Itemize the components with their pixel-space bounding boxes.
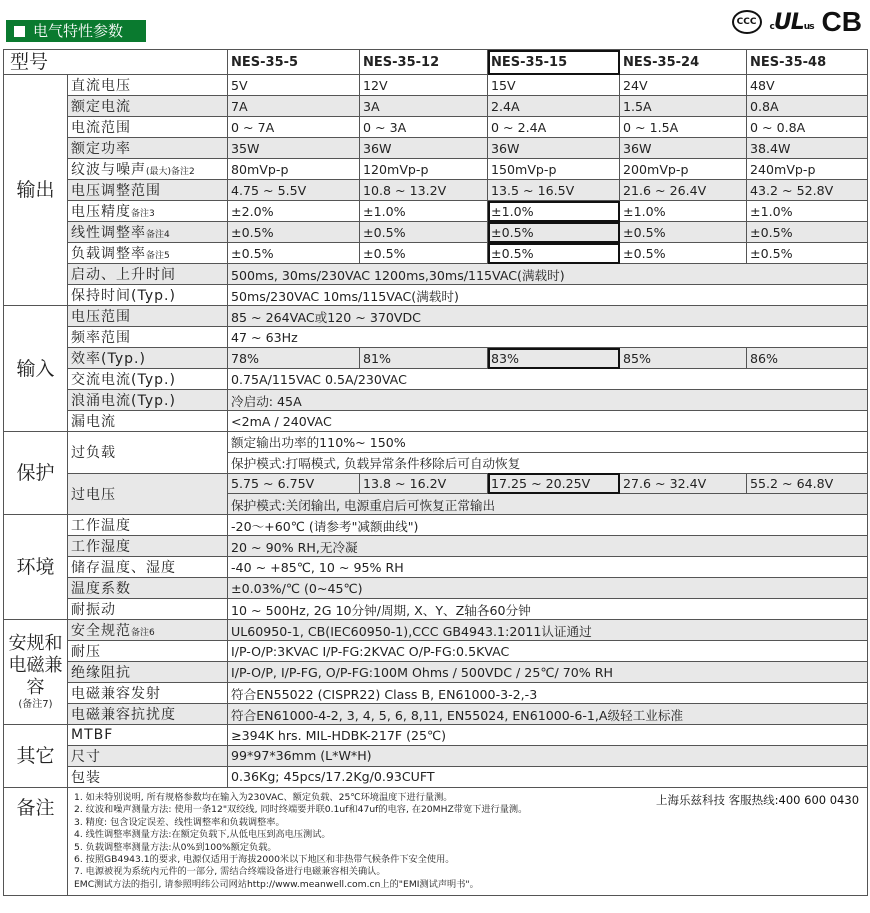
value-span: 20 ~ 90% RH,无冷凝 xyxy=(228,536,868,557)
environment-row xyxy=(4,599,868,620)
protection-category: 保护 xyxy=(4,432,68,515)
note-line: 3. 精度: 包含设定误差、线性调整率和负载调整率。 xyxy=(74,816,285,828)
cb-logo-icon: CB xyxy=(821,6,862,37)
row-label-cell xyxy=(68,620,228,641)
model-label: 型号 xyxy=(4,50,228,75)
output-row xyxy=(4,159,868,180)
row-label: 储存温度、湿度 xyxy=(71,560,176,577)
value-span: 47 ~ 63Hz xyxy=(228,327,868,348)
value-cell: 12V xyxy=(360,75,488,96)
value-cell: ±0.5% xyxy=(360,243,488,264)
row-label: 频率范围 xyxy=(71,330,131,346)
row-label-cell xyxy=(68,599,228,620)
row-label-cell xyxy=(68,243,228,264)
value-cell: 3A xyxy=(360,96,488,117)
environment-category xyxy=(4,515,68,620)
value-span: 10 ~ 500Hz, 2G 10分钟/周期, X、Y、Z轴各60分钟 xyxy=(228,599,868,620)
category-label: 输出 xyxy=(16,179,55,201)
value-span: 99*97*36mm (L*W*H) xyxy=(228,745,868,766)
row-label: 电压精度 xyxy=(71,204,131,220)
output-row xyxy=(4,96,868,117)
row-label: 耐压 xyxy=(71,644,101,661)
value-span: 500ms, 30ms/230VAC 1200ms,30ms/115VAC(满载时) xyxy=(228,264,868,285)
row-label: 额定电流 xyxy=(71,99,131,115)
row-label-cell xyxy=(68,138,228,159)
row-label: 纹波与噪声 xyxy=(71,162,146,178)
overload-line1: 额定输出功率的110%~ 150% xyxy=(228,432,868,453)
category-label: 环境 xyxy=(16,556,55,579)
protection-row xyxy=(4,432,868,453)
value-cell: ±1.0% xyxy=(488,201,620,222)
value-cell: 43.2 ~ 52.8V xyxy=(747,180,868,201)
value-span: I/P-O/P, I/P-FG, O/P-FG:100M Ohms / 500VDC / 25℃/ 70% RH xyxy=(228,662,868,683)
row-label: 电磁兼容发射 xyxy=(71,686,161,703)
row-label-cell xyxy=(68,745,228,766)
overvoltage-line2: 保护模式:关闭输出, 电源重启后可恢复正常输出 xyxy=(228,494,868,515)
row-label-cell xyxy=(68,683,228,704)
model-nes-35-15: NES-35-15 xyxy=(488,50,620,75)
row-label: 包装 xyxy=(71,769,101,786)
others-row xyxy=(4,745,868,766)
overload-label: 过负载 xyxy=(68,432,228,474)
note-line: EMC测试方法的指引, 请参照明纬公司网站http://www.meanwell.com.cn上的"EMI测试声明书"。 xyxy=(74,878,479,890)
input-row xyxy=(4,306,868,327)
notes-row xyxy=(4,787,868,895)
model-nes-35-5: NES-35-5 xyxy=(228,50,360,75)
value-span: I/P-O/P:3KVAC I/P-FG:2KVAC O/P-FG:0.5KVAC xyxy=(228,641,868,662)
value-cell: 150mVp-p xyxy=(488,159,620,180)
note-line: 6. 按照GB4943.1的要求, 电源仅适用于海拔2000米以下地区和非热带气候条件下安全使用。 xyxy=(74,854,455,866)
value-cell: 27.6 ~ 32.4V xyxy=(620,473,747,494)
value-cell: ±0.5% xyxy=(488,243,620,264)
value-cell: 48V xyxy=(747,75,868,96)
value-span: 0.75A/115VAC 0.5A/230VAC xyxy=(228,369,868,390)
safety-category xyxy=(4,620,68,725)
row-label: MTBF xyxy=(71,727,114,744)
input-row xyxy=(4,411,868,432)
row-label-cell xyxy=(68,327,228,348)
row-label-cell xyxy=(68,641,228,662)
output-row xyxy=(4,264,868,285)
value-cell: 200mVp-p xyxy=(620,159,747,180)
row-label-cell xyxy=(68,662,228,683)
cert-logos xyxy=(732,4,862,40)
value-cell: 5.75 ~ 6.75V xyxy=(228,473,360,494)
value-cell: 78% xyxy=(228,348,360,369)
value-cell: 5V xyxy=(228,75,360,96)
output-row xyxy=(4,222,868,243)
category-label: 输入 xyxy=(16,357,55,380)
row-label: 额定功率 xyxy=(71,141,131,157)
output-category xyxy=(4,75,68,306)
row-label: 安全规范 xyxy=(71,623,131,640)
section-title: 电气特性参数 xyxy=(6,20,146,42)
row-label-cell xyxy=(68,264,228,285)
row-label-cell xyxy=(68,557,228,578)
output-row xyxy=(4,285,868,306)
value-cell: 55.2 ~ 64.8V xyxy=(747,473,868,494)
row-label-cell xyxy=(68,117,228,138)
input-category xyxy=(4,306,68,432)
safety-row xyxy=(4,620,868,641)
row-label: 负载调整率 xyxy=(71,246,146,262)
note-line: 4. 线性调整率测量方法:在额定负载下,从低电压到高电压测试。 xyxy=(74,829,331,841)
value-cell: 86% xyxy=(747,348,868,369)
value-cell: 240mVp-p xyxy=(747,159,868,180)
row-label: 工作湿度 xyxy=(71,539,131,556)
others-category xyxy=(4,725,68,788)
note-line: 5. 负载调整率测量方法:从0%到100%额定负载。 xyxy=(74,841,277,853)
row-label-cell xyxy=(68,201,228,222)
output-row xyxy=(4,201,868,222)
environment-row xyxy=(4,536,868,557)
value-span: 符合EN61000-4-2, 3, 4, 5, 6, 8,11, EN55024, EN61000-6-1,A级轻工业标准 xyxy=(228,704,868,725)
input-row xyxy=(4,327,868,348)
value-span: ±0.03%/℃ (0~45℃) xyxy=(228,578,868,599)
value-cell: 38.4W xyxy=(747,138,868,159)
value-cell: 0 ~ 1.5A xyxy=(620,117,747,138)
value-span: -20～+60℃ (请参考"减额曲线") xyxy=(228,515,868,536)
value-cell: ±2.0% xyxy=(228,201,360,222)
value-cell: ±0.5% xyxy=(360,222,488,243)
value-cell: ±0.5% xyxy=(488,222,620,243)
value-cell: ±1.0% xyxy=(620,201,747,222)
category-label: 安规和电磁兼容 xyxy=(8,633,63,699)
others-row xyxy=(4,766,868,787)
value-cell: 81% xyxy=(360,348,488,369)
value-span: ≥394K hrs. MIL-HDBK-217F (25℃) xyxy=(228,725,868,746)
value-cell: 80mVp-p xyxy=(228,159,360,180)
row-label-cell xyxy=(68,390,228,411)
row-label-cell xyxy=(68,369,228,390)
value-span: -40 ~ +85℃, 10 ~ 95% RH xyxy=(228,557,868,578)
note-line: 2. 纹波和噪声测量方法: 使用一条12"双绞线, 同时终端要并联0.1uf和47uf的电容, 在20MHZ带宽下进行量测。 xyxy=(74,804,528,816)
protection-row xyxy=(4,473,868,494)
value-cell: 120mVp-p xyxy=(360,159,488,180)
note-line: 1. 如未特别说明, 所有规格参数均在输入为230VAC、额定负载、25℃环境温度下进行量测。 xyxy=(74,791,453,803)
others-row xyxy=(4,725,868,746)
header-row xyxy=(4,50,868,75)
row-label-cell xyxy=(68,285,228,306)
environment-row xyxy=(4,578,868,599)
row-label-cell xyxy=(68,766,228,787)
row-note: 备注5 xyxy=(146,251,170,261)
row-label: 工作温度 xyxy=(71,518,131,535)
safety-row xyxy=(4,683,868,704)
row-label-cell xyxy=(68,515,228,536)
row-label-cell xyxy=(68,159,228,180)
input-row xyxy=(4,369,868,390)
row-label: 尺寸 xyxy=(71,748,101,765)
value-cell: 13.8 ~ 16.2V xyxy=(360,473,488,494)
note-line: 7. 电源被视为系统内元件的一部分, 需结合终端设备进行电磁兼容相关确认。 xyxy=(74,866,386,878)
row-label-cell xyxy=(68,725,228,746)
row-label-cell xyxy=(68,411,228,432)
value-cell: 15V xyxy=(488,75,620,96)
value-cell: ±0.5% xyxy=(747,243,868,264)
output-row xyxy=(4,180,868,201)
row-label: 效率(Typ.) xyxy=(71,351,146,367)
value-span: 符合EN55022 (CISPR22) Class B, EN61000-3-2,-3 xyxy=(228,683,868,704)
environment-row xyxy=(4,557,868,578)
row-label-cell xyxy=(68,306,228,327)
notes-body xyxy=(68,787,868,895)
value-cell: 36W xyxy=(360,138,488,159)
output-row xyxy=(4,117,868,138)
category-label: 其它 xyxy=(16,745,55,768)
value-cell: 7A xyxy=(228,96,360,117)
row-label: 绝缘阻抗 xyxy=(71,665,131,682)
value-cell: 85% xyxy=(620,348,747,369)
environment-row xyxy=(4,515,868,536)
row-label: 电压调整范围 xyxy=(71,183,161,199)
overvoltage-label: 过电压 xyxy=(68,473,228,515)
model-nes-35-48: NES-35-48 xyxy=(747,50,868,75)
safety-row xyxy=(4,641,868,662)
row-label-cell xyxy=(68,578,228,599)
input-row xyxy=(4,348,868,369)
row-note: 备注3 xyxy=(131,209,155,219)
value-cell: 21.6 ~ 26.4V xyxy=(620,180,747,201)
row-label-cell xyxy=(68,180,228,201)
value-span: 85 ~ 264VAC或120 ~ 370VDC xyxy=(228,306,868,327)
value-cell: ±0.5% xyxy=(620,243,747,264)
row-label: 电压范围 xyxy=(71,309,131,325)
hotline: 上海乐兹科技 客服热线:400 600 0430 xyxy=(656,792,860,807)
spec-table xyxy=(3,49,868,896)
safety-row xyxy=(4,704,868,725)
value-cell: 36W xyxy=(488,138,620,159)
value-cell: ±0.5% xyxy=(228,243,360,264)
value-cell: 1.5A xyxy=(620,96,747,117)
value-cell: 83% xyxy=(488,348,620,369)
row-note: (最大)备注2 xyxy=(146,167,195,177)
model-nes-35-24: NES-35-24 xyxy=(620,50,747,75)
value-cell: 0 ~ 0.8A xyxy=(747,117,868,138)
value-span: <2mA / 240VAC xyxy=(228,411,868,432)
row-label: 浪涌电流(Typ.) xyxy=(71,393,176,409)
output-row xyxy=(4,75,868,96)
row-label: 耐振动 xyxy=(71,602,116,619)
row-label: 交流电流(Typ.) xyxy=(71,372,176,388)
row-label: 直流电压 xyxy=(71,78,131,94)
output-row xyxy=(4,138,868,159)
value-cell: ±0.5% xyxy=(228,222,360,243)
row-label-cell xyxy=(68,75,228,96)
value-cell: 36W xyxy=(620,138,747,159)
ccc-logo-icon: CCC xyxy=(732,10,762,34)
value-cell: 2.4A xyxy=(488,96,620,117)
value-cell: 17.25 ~ 20.25V xyxy=(488,473,620,494)
notes-category: 备注 xyxy=(4,787,68,895)
value-cell: 4.75 ~ 5.5V xyxy=(228,180,360,201)
value-cell: 0.8A xyxy=(747,96,868,117)
value-cell: ±0.5% xyxy=(620,222,747,243)
output-row xyxy=(4,243,868,264)
value-cell: 0 ~ 3A xyxy=(360,117,488,138)
overload-line2: 保护模式:打嗝模式, 负载异常条件移除后可自动恢复 xyxy=(228,452,868,473)
safety-row xyxy=(4,662,868,683)
row-label-cell xyxy=(68,348,228,369)
value-cell: 13.5 ~ 16.5V xyxy=(488,180,620,201)
value-span: 50ms/230VAC 10ms/115VAC(满载时) xyxy=(228,285,868,306)
row-note: 备注4 xyxy=(146,230,170,240)
row-label: 线性调整率 xyxy=(71,225,146,241)
row-label-cell xyxy=(68,536,228,557)
row-label: 电磁兼容抗扰度 xyxy=(71,707,176,724)
value-cell: 35W xyxy=(228,138,360,159)
row-label: 电流范围 xyxy=(71,120,131,136)
value-span: 0.36Kg; 45pcs/17.2Kg/0.93CUFT xyxy=(228,766,868,787)
value-cell: 0 ~ 7A xyxy=(228,117,360,138)
value-cell: ±0.5% xyxy=(747,222,868,243)
row-label-cell xyxy=(68,704,228,725)
row-note: 备注6 xyxy=(131,628,155,639)
value-cell: 24V xyxy=(620,75,747,96)
row-label: 漏电流 xyxy=(71,414,116,430)
input-row xyxy=(4,390,868,411)
row-label: 保持时间(Typ.) xyxy=(71,288,176,304)
model-nes-35-12: NES-35-12 xyxy=(360,50,488,75)
row-label: 温度系数 xyxy=(71,581,131,598)
category-note: (备注7) xyxy=(18,699,53,711)
row-label: 启动、上升时间 xyxy=(71,267,176,283)
value-cell: ±1.0% xyxy=(360,201,488,222)
row-label-cell xyxy=(68,222,228,243)
value-cell: ±1.0% xyxy=(747,201,868,222)
value-span: 冷启动: 45A xyxy=(228,390,868,411)
value-span: UL60950-1, CB(IEC60950-1),CCC GB4943.1:2011认证通过 xyxy=(228,620,868,641)
value-cell: 0 ~ 2.4A xyxy=(488,117,620,138)
row-label-cell xyxy=(68,96,228,117)
value-cell: 10.8 ~ 13.2V xyxy=(360,180,488,201)
ul-logo-icon: cULus xyxy=(769,9,814,35)
